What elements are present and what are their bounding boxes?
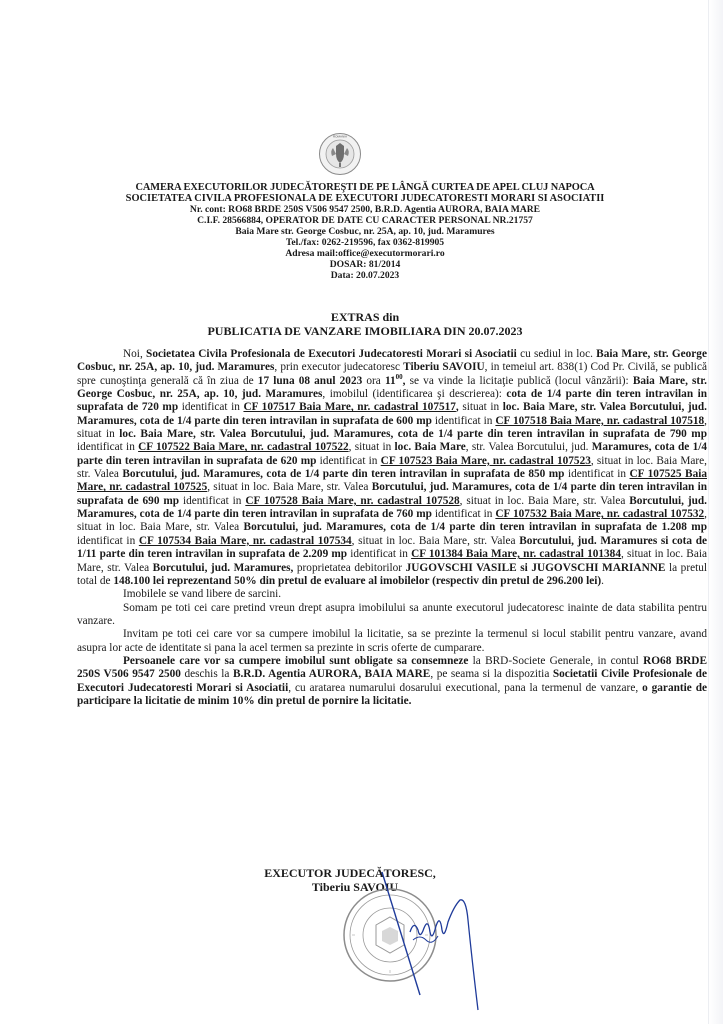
text: proprietatea debitorilor	[293, 561, 406, 574]
bold-text: Borcutului, jud. Maramures,	[152, 561, 294, 574]
text: identificat in	[178, 401, 244, 414]
paragraph-invitation: Invitam pe toti cei care vor sa cumpere imobilul la licitatie, sa se prezinte la termenul si locul stabilit pentru vanzare, avand asupra lor acte de identitate si pana la acel termen sa prezinte in scris oferte de cumparare.	[77, 628, 707, 654]
text: , situat in loc. Baia Mare, str. Valea	[459, 494, 630, 507]
bold-text: Maramures, cota de 1/4 parte din teren intravilan in suprafata de 620 mp	[77, 441, 707, 467]
cadastral-reference: CF 107534 Baia Mare, nr. cadastral 107534	[138, 534, 352, 547]
bold-text: Tiberiu SAVOIU	[403, 361, 485, 374]
cadastral-reference: CF 107528 Baia Mare, nr. cadastral 107528	[245, 494, 460, 507]
auction-date: 17 luna 08 anul 2023	[257, 374, 363, 387]
letterhead	[100, 182, 630, 281]
text: identificat in	[564, 468, 630, 481]
text: , situat in loc. Baia Mare, str. Valea	[77, 508, 707, 534]
text: , pe seama si la dispozitia	[430, 668, 553, 681]
text: , cu aratarea numarului dosarului executional, pana la termenul de vanzare,	[288, 681, 643, 694]
paragraph-summons: Somam pe toti cei care pretind vreun drept asupra imobilului sa anunte executorul judecatoresc inainte de data stabilita pentru vanzare.	[77, 601, 707, 627]
text: cu sediul in loc.	[516, 348, 597, 360]
cadastral-reference: CF 101384 Baia Mare, nr. cadastral 101384	[411, 548, 621, 561]
bold-text: ,	[402, 374, 406, 387]
bold-text: Baia Mare, str. George Cosbuc, nr. 25A, ap. 10, jud. Maramures	[77, 348, 707, 374]
bank-name: B.R.D. Agentia AURORA, BAIA MARE	[232, 668, 431, 681]
bold-text: Borcutului, jud. Maramures, cota de 1/4 parte din teren intravilan in suprafata de 760 mp	[77, 494, 708, 521]
text: Noi,	[123, 348, 147, 360]
text: .	[601, 574, 604, 587]
email-line: Adresa mail:office@executormorari.ro	[285, 248, 445, 259]
text: la pretul total de	[77, 561, 708, 587]
cadastral-reference: CF 107518 Baia Mare, nr. cadastral 107518	[495, 414, 705, 427]
text: , str. Valea Borcutului, jud.	[465, 441, 592, 454]
text: la BRD-Societe Generale, in contul	[468, 654, 644, 667]
paragraph-sale-notice	[77, 348, 707, 588]
text: , situat in loc. Baia Mare, str. Valea	[77, 548, 707, 574]
signer-role: EXECUTOR JUDECĂTORESC,	[264, 866, 436, 880]
guarantee-requirement: o garantie de participare la licitatie de minim 10% din pretul de pornire la licitatie.	[77, 681, 708, 707]
text: , situat in loc. Baia Mare, str. Valea	[207, 481, 372, 494]
cadastral-reference: CF 107525 Baia Mare, nr. cadastral 107525	[77, 468, 707, 494]
text: , in temeiul art. 838(1) Cod Pr. Civilă, se publică spre cunoştinţa generală că în ziua de	[77, 361, 707, 387]
bold-text: Borcutului, jud. Maramures, cota de 1/4 parte din teren intravilan in suprafata de 1.208 mp	[243, 521, 707, 534]
handwritten-signature-icon	[380, 870, 490, 1020]
text: , imobilul (identificarea şi descrierea):	[322, 388, 507, 401]
title-line-2: PUBLICATIA DE VANZARE IMOBILIARA DIN 20.07.2023	[207, 324, 523, 338]
auction-minutes: 00	[395, 372, 403, 381]
title-line-1: EXTRAS din	[330, 310, 400, 324]
cadastral-reference: CF 107532 Baia Mare, nr. cadastral 107532	[495, 508, 705, 521]
emblem-seal-icon	[318, 132, 362, 176]
text: identificat in	[179, 494, 246, 507]
cif-line: C.I.F. 28566884, OPERATOR DE DATE CU CARACTER PERSONAL NR.21757	[197, 215, 533, 226]
paragraph-no-encumbrances: Imobilele se vand libere de sarcini.	[123, 588, 282, 601]
bank-account-number: RO68 BRDE 250S V506 9547 2500	[77, 654, 708, 681]
page-edge	[708, 0, 723, 1024]
text: , situat in loc. Baia Mare, str. Valea	[351, 534, 520, 547]
text: , situat in	[348, 441, 395, 454]
chamber-name: CAMERA EXECUTORILOR JUDECĂTOREŞTI DE PE LÂNGĂ CURTEA DE APEL CLUJ NAPOCA	[135, 182, 595, 193]
bold-text: Societatea Civila Profesionala de Executori Judecatoresti Morari si Asociatii	[146, 348, 517, 360]
text: identificat in	[77, 534, 139, 547]
document-body	[77, 348, 707, 708]
bold-text: Persoanele care vor sa cumpere imobilul sunt obligate sa consemneze	[123, 654, 469, 667]
cadastral-reference: CF 107523 Baia Mare, nr. cadastral 107523	[380, 454, 591, 467]
text: se va vinde la licitaţie publică (locul vânzării):	[405, 374, 633, 387]
bold-text: loc. Baia Mare, str. Valea Borcutului, jud. Maramures, cota de 1/4 parte din teren intravilan in suprafata de 790 mp	[119, 428, 707, 441]
text: situat in	[458, 401, 503, 414]
paragraph-guarantee	[77, 655, 707, 708]
text: , situat in loc. Baia Mare, str. Valea	[77, 454, 707, 481]
bold-text: cota de 1/4 parte din teren intravilan in suprafata de 720 mp	[77, 388, 708, 414]
text: identificat in	[431, 414, 496, 427]
bold-text: loc. Baia Mare, str. Valea Borcutului, jud. Maramures, cota de 1/4 parte din teren intravilan in suprafata de 600 mp	[77, 401, 707, 427]
cadastral-reference: CF 107522 Baia Mare, nr. cadastral 107522	[138, 441, 349, 454]
bold-text: Borcutului, jud. Maramures si cota de 1/11 parte din teren intravilan in suprafata de 2.209 mp	[77, 534, 708, 561]
cadastral-reference: CF 107517 Baia Mare, nr. cadastral 107517	[243, 401, 456, 414]
text: ora	[362, 374, 385, 387]
society-name: SOCIETATEA CIVILA PROFESIONALA DE EXECUTORI JUDECATORESTI MORARI SI ASOCIATII	[125, 193, 605, 204]
bold-text: Borcutului, jud. Maramures, cota de 1/4 parte din teren intravilan in suprafata de 850 mp	[122, 468, 565, 481]
text: identificat in	[316, 454, 381, 467]
signer-name: Tiberiu SAVOIU	[311, 880, 399, 894]
phone-line: Tel./fax: 0262-219596, fax 0362-819905	[285, 237, 445, 248]
bold-text: Societatii Civile Profesionale de Executori Judecatoresti Morari si Asociatii	[77, 668, 707, 694]
address-line: Baia Mare str. George Cosbuc, nr. 25A, ap. 10, jud. Maramures	[235, 226, 495, 237]
text: identificat in	[347, 548, 412, 561]
auction-hour: 11	[384, 374, 396, 387]
document-title	[100, 310, 630, 338]
text: , situat in	[77, 414, 707, 441]
bank-account: Nr. cont: RO68 BRDE 250S V506 9547 2500, B.R.D. Agentia AURORA, BAIA MARE	[189, 204, 541, 215]
text: identificat in	[77, 441, 139, 454]
text: , prin executor judecatoresc	[274, 361, 404, 374]
debtor-names: JUGOVSCHI VASILE si JUGOVSCHI MARIANNE	[405, 561, 666, 574]
bold-text: loc. Baia Mare	[394, 441, 466, 454]
document-date: Data: 20.07.2023	[330, 270, 400, 281]
bold-text: ,	[455, 401, 459, 414]
total-price: 148.100 lei reprezentand 50% din pretul de evaluare al imobilelor (respectiv din pretul de 296.200 lei)	[113, 574, 602, 587]
bold-text: Borcutului, jud. Maramures, cota de 1/4 parte din teren intravilan in suprafata de 690 mp	[77, 481, 707, 507]
bold-text: Baia Mare, str. George Cosbuc, nr. 25A, ap. 10, jud. Maramures	[77, 374, 707, 401]
emblem-text: ROMANIA	[332, 134, 348, 139]
text: deschis la	[180, 668, 233, 681]
dosar-number: DOSAR: 81/2014	[329, 259, 401, 270]
text: identificat in	[431, 508, 496, 521]
